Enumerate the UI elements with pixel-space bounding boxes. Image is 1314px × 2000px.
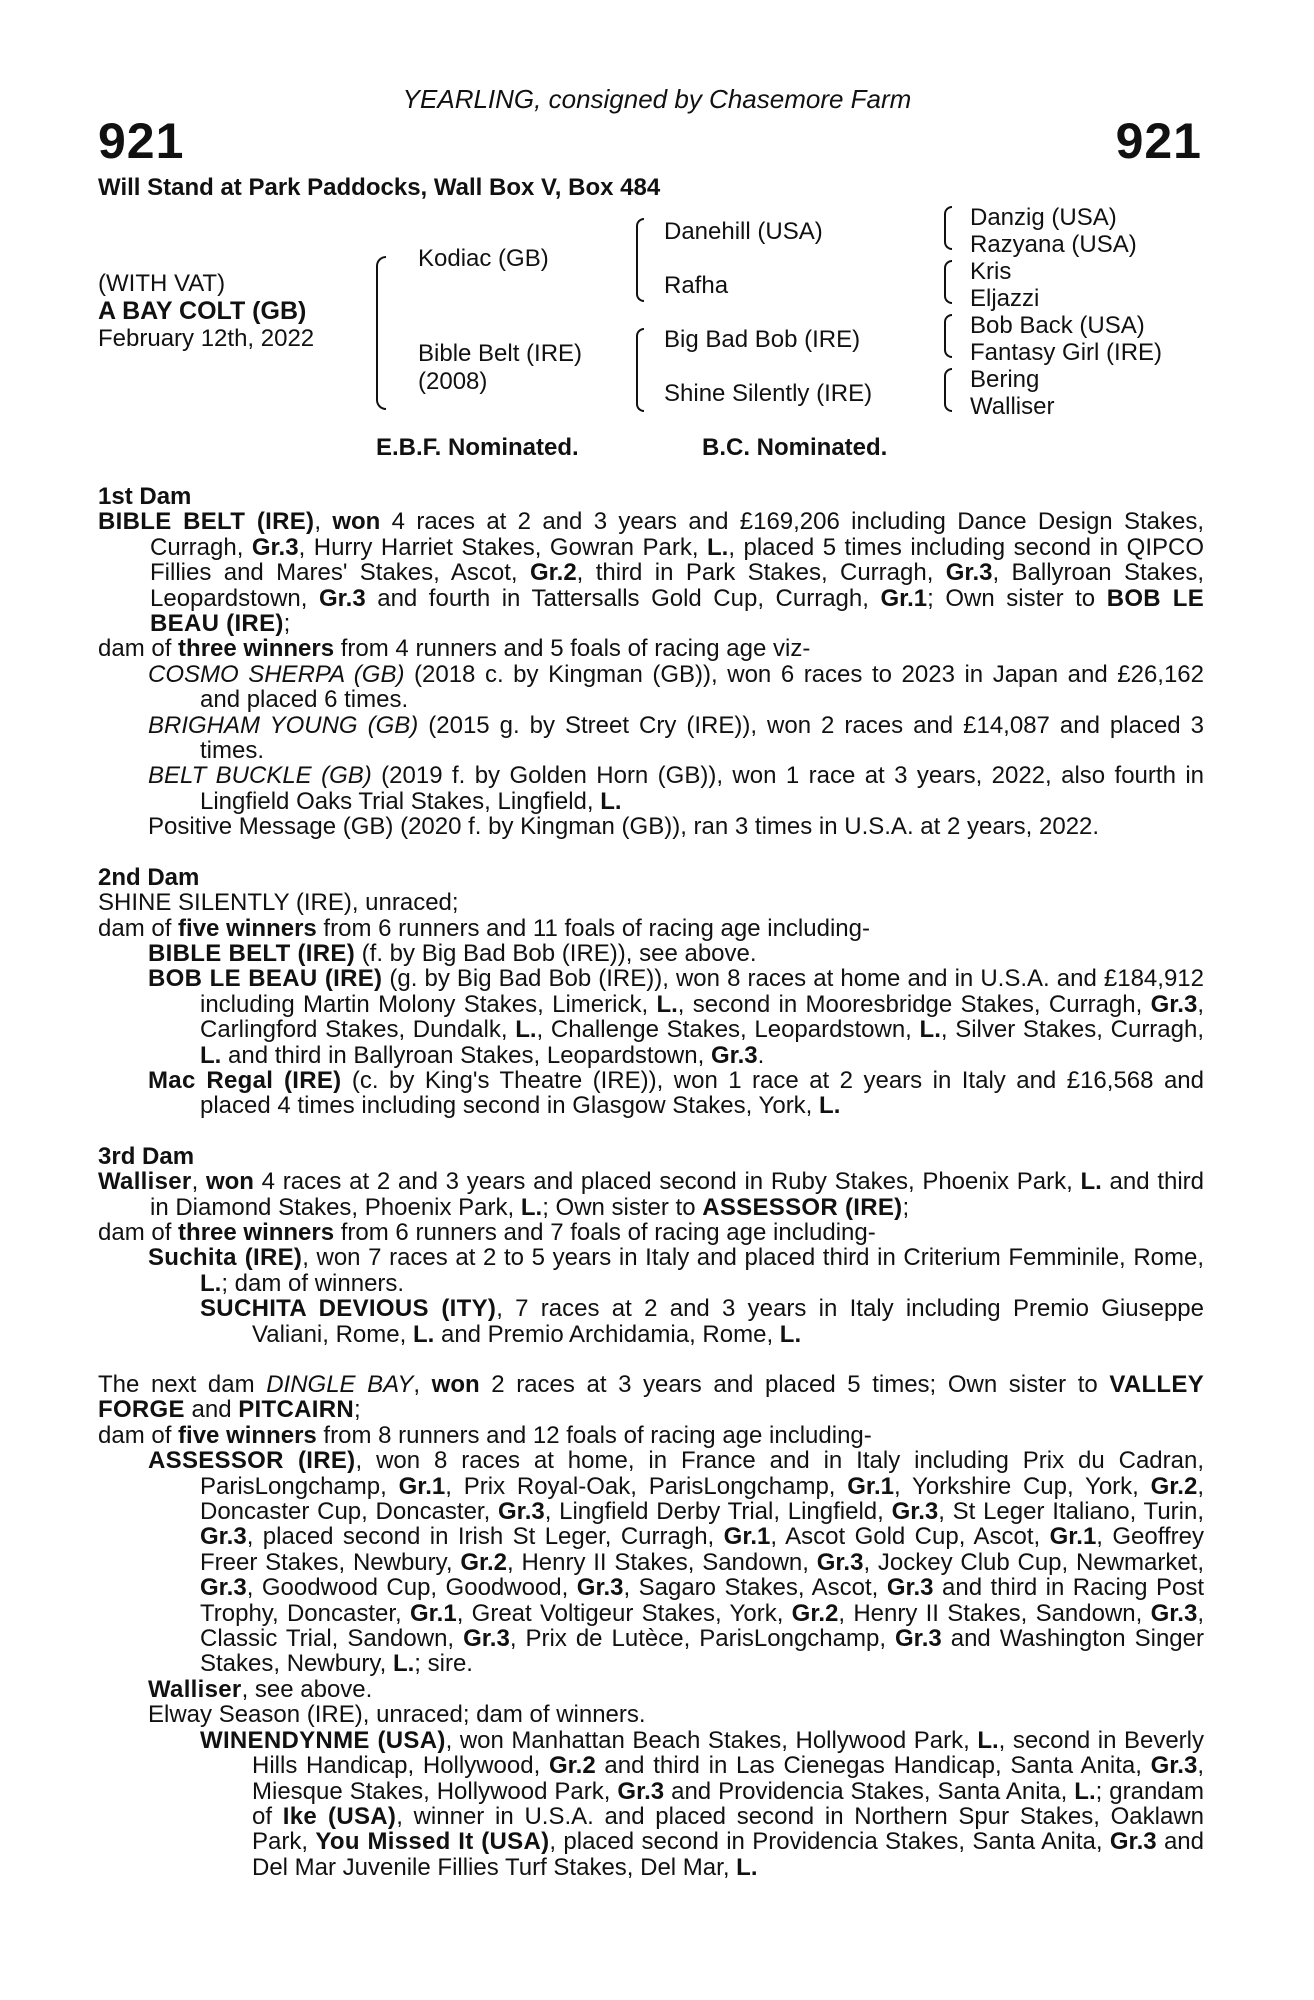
pedigree-brace — [636, 328, 644, 412]
section-heading-second-dam: 2nd Dam — [98, 863, 200, 891]
first-dam-produce-summary: dam of three winners from 4 runners and 5 foals of racing age viz- — [98, 635, 811, 663]
stand-location: Will Stand at Park Paddocks, Wall Box V, Box 484 — [98, 174, 661, 201]
third-dam-produce-summary: dam of three winners from 6 runners and 7 foals of racing age including- — [98, 1218, 876, 1246]
produce-entry: Mac Regal (IRE) (c. by King's Theatre (IRE)), won 1 race at 2 years in Italy and £16,568 and placed 4 times including second in Glasgow Stakes, York, L. — [148, 1066, 1204, 1120]
pedigree-brace — [944, 260, 952, 304]
sire-sire-dam: Razyana (USA) — [970, 231, 1137, 258]
sire-sire: Danehill (USA) — [664, 218, 823, 245]
pedigree-brace — [944, 368, 952, 412]
dam-dam-dam: Walliser — [970, 393, 1055, 420]
produce-entry: Positive Message (GB) (2020 f. by Kingman (GB)), ran 3 times in U.S.A. at 2 years, 2022. — [148, 813, 1100, 841]
produce-entry: BRIGHAM YOUNG (GB) (2015 g. by Street Cry (IRE)), won 2 races and £14,087 and placed 3 times. — [148, 711, 1205, 765]
vat-note: (WITH VAT) — [98, 270, 226, 297]
section-heading-third-dam: 3rd Dam — [98, 1142, 195, 1170]
sire-dam-sire: Kris — [970, 258, 1012, 285]
dam-sire-sire: Bob Back (USA) — [970, 312, 1145, 339]
section-heading-first-dam: 1st Dam — [98, 483, 192, 510]
next-dam-record: The next dam DINGLE BAY, won 2 races at 3 years and placed 5 times; Own sister to VALLEY FORGE and PITCAIRN; — [98, 1371, 1205, 1424]
horse-name: A BAY COLT (GB) — [98, 297, 307, 325]
foaling-date: February 12th, 2022 — [98, 325, 315, 352]
grandproduce-entry: WINENDYNME (USA), won Manhattan Beach Stakes, Hollywood Park, L., second in Beverly Hills Handicap, Hollywood, Gr.2 and third in Las Cienegas Handicap, Santa Anita, Gr.3, Miesque Stakes, Hollywood Park, Gr.3 and Providencia Stakes, Santa Anita, L.; grandam of Ike (USA), winner in U.S.A. and placed second in Northern Spur Stakes, Oaklawn Park, You Missed It (USA), placed second in Providencia Stakes, Santa Anita, Gr.3 and Del Mar Juvenile Fillies Turf Stakes, Del Mar, L. — [200, 1726, 1204, 1881]
second-dam-record: SHINE SILENTLY (IRE), unraced; — [98, 889, 459, 917]
produce-entry: BELT BUCKLE (GB) (2019 f. by Golden Horn (GB)), won 1 race at 3 years, 2022, also fourth in Lingfield Oaks Trial Stakes, Lingfield, L. — [148, 762, 1205, 815]
pedigree-brace — [376, 256, 386, 410]
third-dam-record: Walliser, won 4 races at 2 and 3 years and placed second in Ruby Stakes, Phoenix Park, L. and third in Diamond Stakes, Phoenix Park, L.; Own sister to ASSESSOR (IRE); — [98, 1168, 1205, 1221]
sire-dam-dam: Eljazzi — [970, 285, 1040, 312]
sire: Kodiac (GB) — [418, 245, 549, 272]
dam-dam-sire: Bering — [970, 366, 1040, 393]
sire-sire-sire: Danzig (USA) — [970, 204, 1117, 231]
first-dam-record: BIBLE BELT (IRE), won 4 races at 2 and 3 years and £169,206 including Dance Design Stakes, Curragh, Gr.3, Hurry Harriet Stakes, Gowran Park, L., placed 5 times including second in QIPCO Fillies and Mares' Stakes, Ascot, Gr.2, third in Park Stakes, Curragh, Gr.3, Ballyroan Stakes, Leopardstown, Gr.3 and fourth in Tattersalls Gold Cup, Curragh, Gr.1; Own sister to BOB LE BEAU (IRE); — [98, 508, 1205, 638]
pedigree-brace — [944, 314, 952, 358]
dam-sire-dam: Fantasy Girl (IRE) — [970, 339, 1163, 366]
produce-entry: Suchita (IRE), won 7 races at 2 to 5 years in Italy and placed third in Criterium Femminile, Rome, L.; dam of winners. — [148, 1244, 1205, 1297]
catalogue-body — [98, 484, 1204, 1880]
dam: Bible Belt (IRE) — [418, 340, 583, 367]
produce-entry: COSMO SHERPA (GB) (2018 c. by Kingman (GB)), won 6 races to 2023 in Japan and £26,162 and placed 6 times. — [148, 660, 1204, 714]
grandproduce-entry: SUCHITA DEVIOUS (ITY), 7 races at 2 and 3 years in Italy including Premio Giuseppe Valiani, Rome, L. and Premio Archidamia, Rome, L. — [200, 1295, 1204, 1348]
catalogue-subtitle: YEARLING, consigned by Chasemore Farm — [402, 84, 912, 114]
dam-sire: Big Bad Bob (IRE) — [664, 326, 861, 353]
bc-nomination: B.C. Nominated. — [702, 434, 888, 461]
dam-dam: Shine Silently (IRE) — [664, 380, 873, 407]
pedigree-brace — [636, 218, 644, 302]
pedigree-brace — [944, 206, 952, 250]
produce-entry: BOB LE BEAU (IRE) (g. by Big Bad Bob (IRE)), won 8 races at home and in U.S.A. and £184,912 including Martin Molony Stakes, Limerick, L., second in Mooresbridge Stakes, Curragh, Gr.3, Carlingford Stakes, Dundalk, L., Challenge Stakes, Leopardstown, L., Silver Stakes, Curragh, L. and third in Ballyroan Stakes, Leopardstown, Gr.3. — [148, 965, 1205, 1069]
lot-number-right: 921 — [1115, 113, 1202, 169]
next-dam-produce-summary: dam of five winners from 8 runners and 12 foals of racing age including- — [98, 1421, 872, 1449]
produce-entry: BIBLE BELT (IRE) (f. by Big Bad Bob (IRE)), see above. — [148, 939, 757, 967]
sire-dam: Rafha — [664, 272, 729, 299]
produce-entry: ASSESSOR (IRE), won 8 races at home, in France and in Italy including Prix du Cadran, ParisLongchamp, Gr.1, Prix Royal-Oak, ParisLongchamp, Gr.1, Yorkshire Cup, York, Gr.2, Doncaster Cup, Doncaster, Gr.3, Lingfield Derby Trial, Lingfield, Gr.3, St Leger Italiano, Turin, Gr.3, placed second in Irish St Leger, Curragh, Gr.1, Ascot Gold Cup, Ascot, Gr.1, Geoffrey Freer Stakes, Newbury, Gr.2, Henry II Stakes, Sandown, Gr.3, Jockey Club Cup, Newmarket, Gr.3, Goodwood Cup, Goodwood, Gr.3, Sagaro Stakes, Ascot, Gr.3 and third in Racing Post Trophy, Doncaster, Gr.1, Great Voltigeur Stakes, York, Gr.2, Henry II Stakes, Sandown, Gr.3, Classic Trial, Sandown, Gr.3, Prix de Lutèce, ParisLongchamp, Gr.3 and Washington Singer Stakes, Newbury, L.; sire. — [148, 1447, 1205, 1678]
second-dam-produce-summary: dam of five winners from 6 runners and 11 foals of racing age including- — [98, 914, 870, 942]
lot-number-left: 921 — [98, 113, 185, 169]
ebf-nomination: E.B.F. Nominated. — [376, 434, 579, 461]
produce-entry: Walliser, see above. — [148, 1675, 373, 1703]
produce-entry: Elway Season (IRE), unraced; dam of winners. — [148, 1701, 646, 1729]
dam-year: (2008) — [418, 368, 488, 395]
